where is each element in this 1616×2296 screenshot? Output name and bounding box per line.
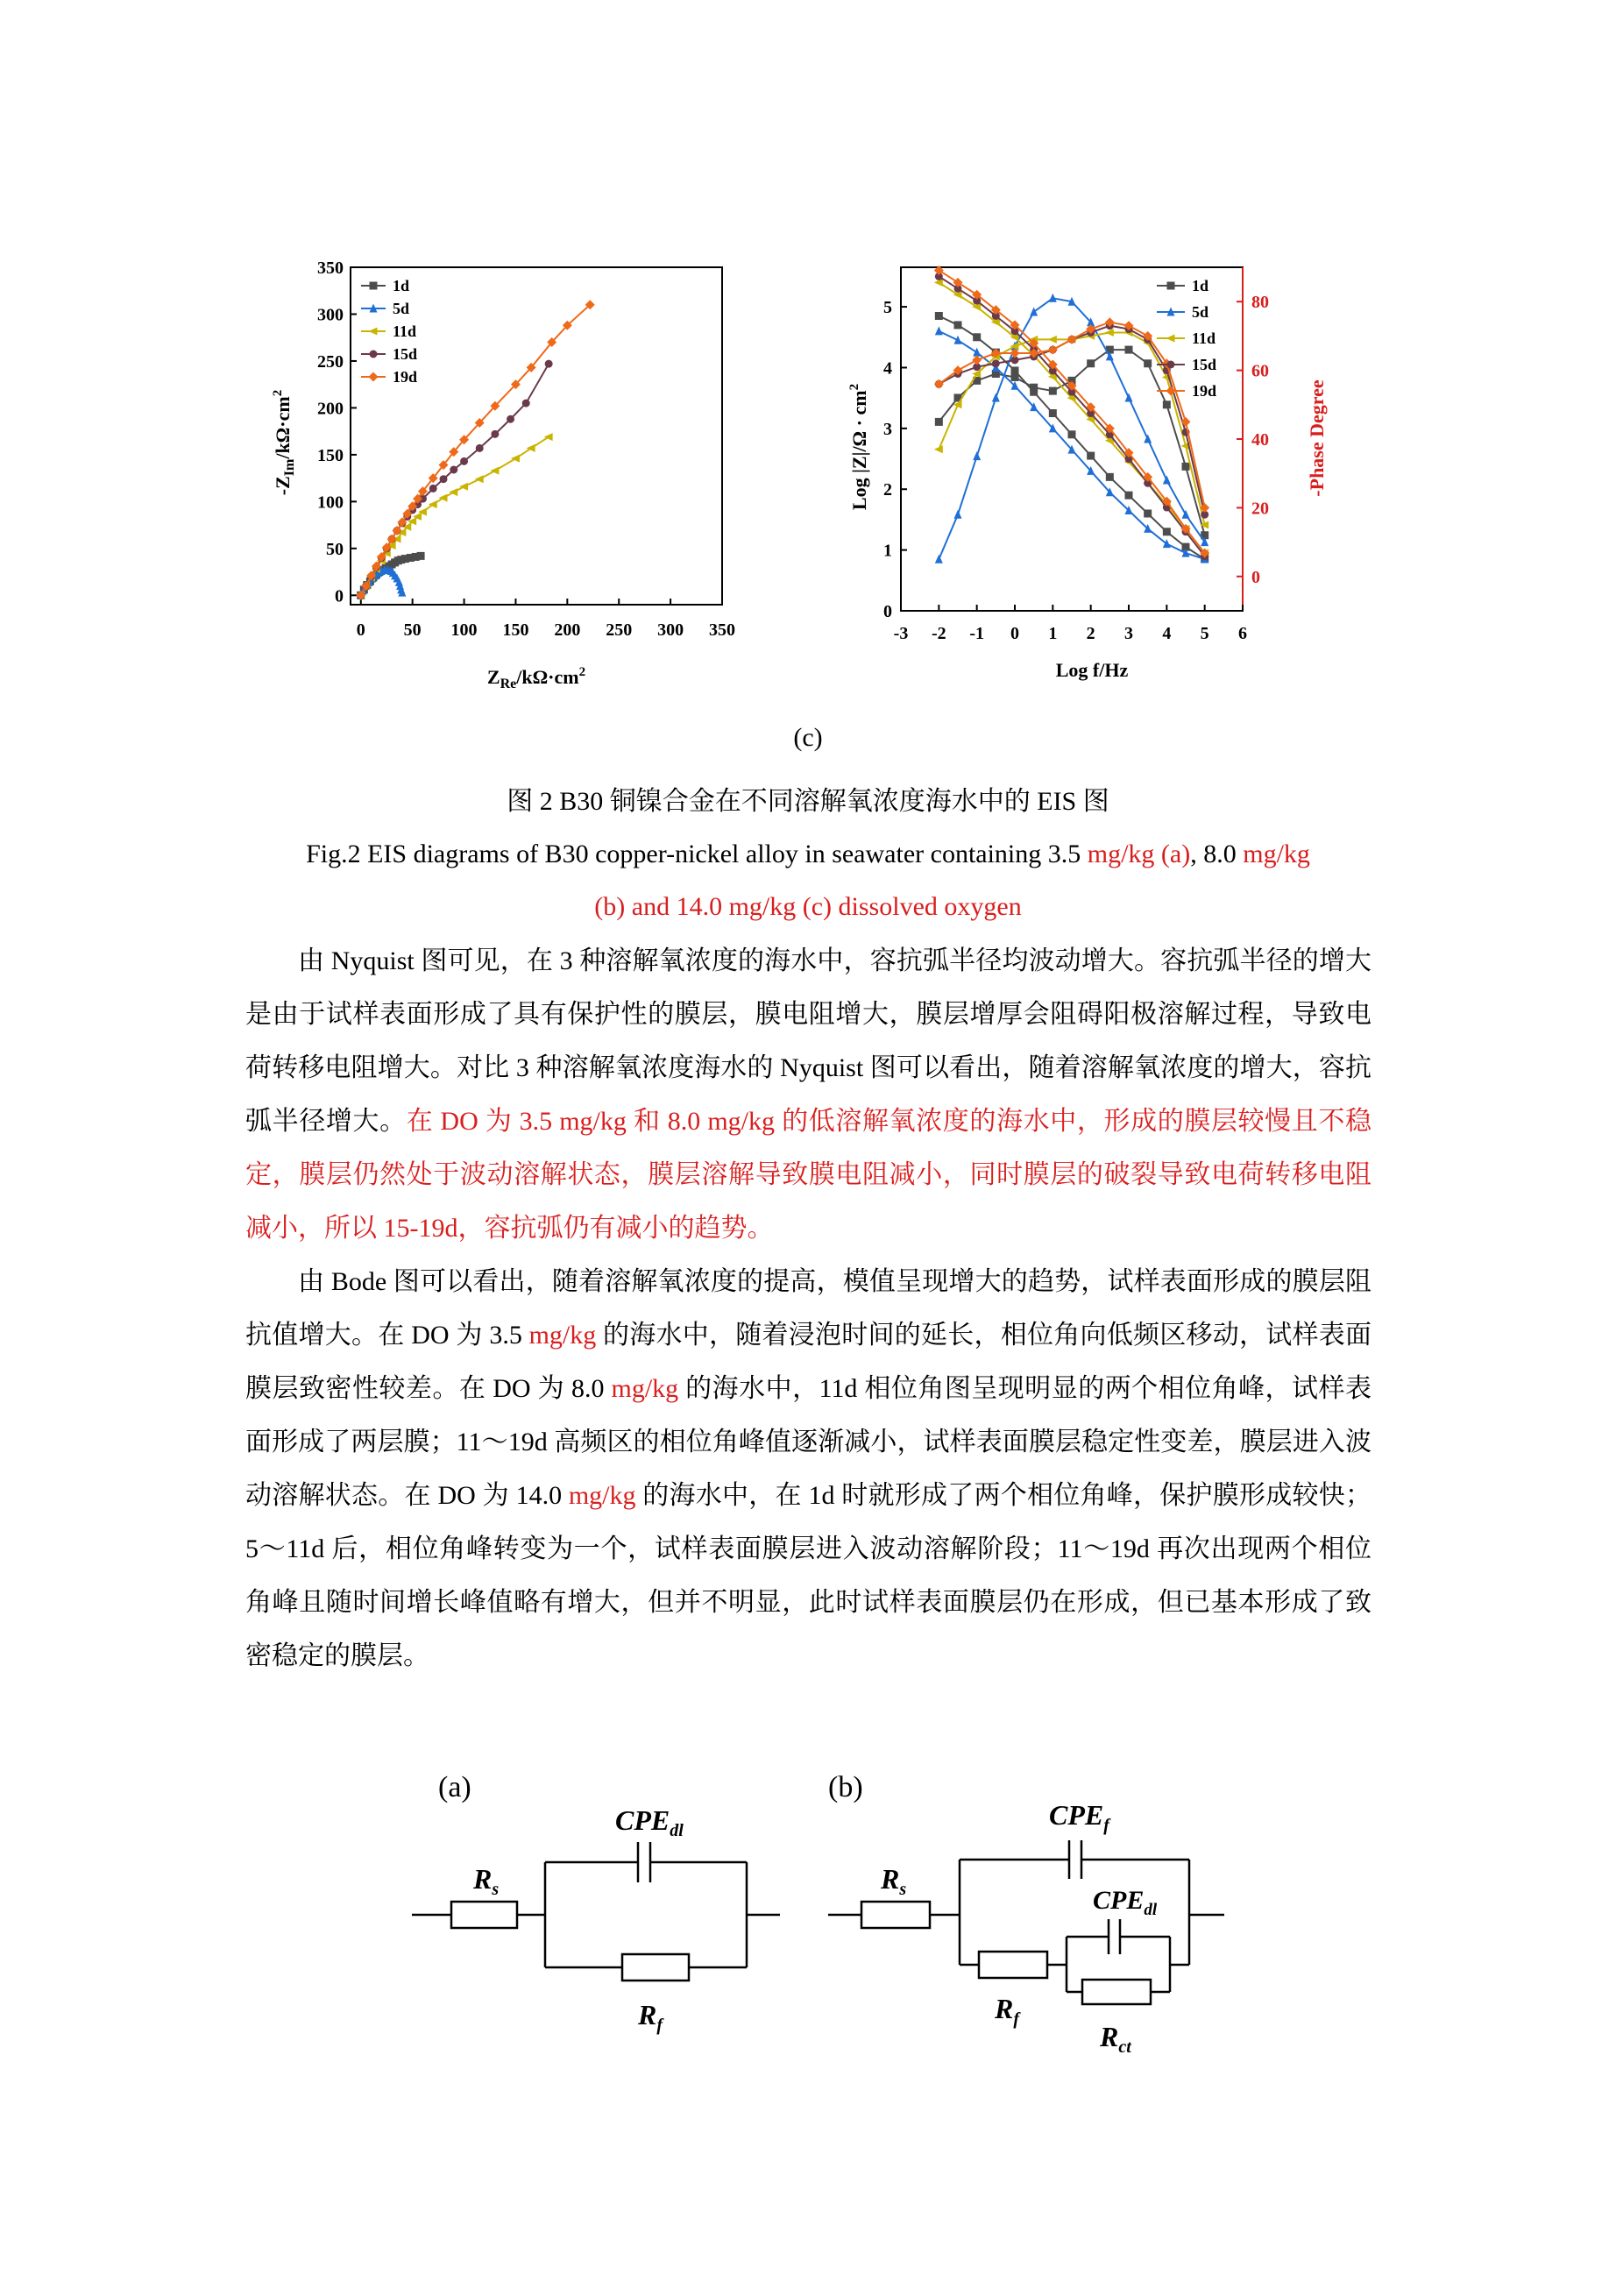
resistor-rf: [979, 1952, 1047, 1978]
bode-y2-tick-label: 20: [1251, 499, 1269, 519]
bode-legend-label-19d: 19d: [1192, 382, 1217, 400]
bode-logz-point-1d: [1068, 430, 1076, 438]
caption-en-unit-b: mg/kg: [1243, 840, 1310, 868]
bode-logz-point-1d: [954, 321, 962, 329]
nyquist-point-15d: [440, 475, 448, 483]
caption-en-line1: [0, 837, 1616, 872]
nyquist-x-axis-label: $Z_{Re}/k\Omega\cdot cm^2$: [486, 665, 586, 691]
nyquist-legend-marker-15d: [370, 351, 378, 358]
bode-phase-point-19d: [1048, 345, 1058, 355]
bode-chart: [841, 254, 1332, 710]
bode-phase-point-5d: [973, 451, 981, 460]
bode-phase-point-5d: [954, 510, 962, 519]
bode-phase-point-11d: [972, 370, 981, 378]
bode-logz-point-5d: [973, 348, 981, 357]
bode-x-tick-label: 2: [1086, 624, 1095, 643]
bode-phase-point-5d: [1163, 476, 1171, 485]
circuit-b-rct-label: $R_{ct}$: [1100, 2021, 1131, 2057]
circuit-b-label: (b): [828, 1771, 863, 1803]
nyquist-legend-marker-1d: [370, 282, 378, 290]
nyquist-point-15d: [507, 415, 514, 423]
circuit-b: [828, 1761, 1231, 2077]
bode-legend: [1157, 277, 1216, 400]
bode-y-tick-label: 1: [883, 541, 892, 561]
bode-phase-point-1d: [935, 418, 943, 426]
bode-x-tick-label: -2: [931, 624, 946, 643]
nyquist-y-tick-label: 200: [317, 399, 344, 419]
circuit-a-wires: [412, 1842, 780, 1981]
nyquist-y-axis-label: $-Z_{Im}/k\Omega\cdot cm^2$: [271, 389, 297, 496]
nyquist-y-tick-label: 100: [317, 493, 344, 513]
bode-phase-point-5d: [1144, 435, 1152, 443]
caption-en-line2: (b) and 14.0 mg/kg (c) dissolved oxygen: [594, 892, 1022, 921]
bode-series: [934, 266, 1209, 563]
bode-x-tick-label: 1: [1048, 624, 1058, 643]
bode-x-tick-label: -1: [969, 624, 985, 643]
bode-x-axis-label: Log f/Hz: [1055, 659, 1129, 681]
nyquist-point-15d: [450, 466, 457, 474]
bode-logz-point-1d: [1049, 409, 1057, 417]
bode-y-tick-label: 2: [883, 480, 892, 500]
nyquist-legend: [361, 277, 417, 386]
nyquist-x-tick-label: 350: [709, 620, 735, 640]
bode-y2-tick-label: 0: [1251, 567, 1260, 587]
bode-y-tick-label: 3: [883, 419, 892, 439]
nyquist-legend-label-1d: 1d: [393, 277, 410, 294]
bode-phase-point-1d: [1049, 387, 1057, 395]
nyquist-x-tick-label: 200: [554, 620, 581, 640]
bode-legend-label-1d: 1d: [1192, 277, 1209, 294]
nyquist-x-tick-label: 300: [657, 620, 684, 640]
bode-logz-point-1d: [1163, 528, 1171, 535]
bode-phase-point-5d: [1125, 393, 1133, 401]
nyquist-point-15d: [460, 457, 468, 465]
bode-legend-marker-15d: [1167, 361, 1175, 369]
bode-phase-point-1d: [1125, 346, 1133, 354]
nyquist-x-tick-label: 50: [403, 620, 422, 640]
nyquist-y-tick-label: 250: [317, 351, 344, 372]
nyquist-legend-marker-11d: [369, 328, 378, 336]
nyquist-legend-marker-19d: [369, 372, 379, 382]
bode-y-axis-label: Log $|Z|/\Omega \cdot cm^2$: [847, 383, 870, 511]
bode-logz-point-1d: [1106, 473, 1114, 481]
bode-y-tick-label: 4: [883, 358, 892, 379]
nyquist-legend-label-5d: 5d: [393, 300, 410, 317]
nyquist-point-11d: [475, 475, 484, 483]
nyquist-legend-label-19d: 19d: [393, 368, 418, 386]
bode-x-tick-label: 4: [1162, 624, 1172, 643]
nyquist-chart: [263, 254, 754, 710]
bode-phase-point-11d: [1048, 336, 1057, 344]
bode-y2-tick-label: 60: [1251, 361, 1269, 381]
circuit-b-cpedl-label: $CPE_{dl}$: [1093, 1886, 1158, 1919]
paragraph-nyquist-highlight: 在 DO 为 3.5 mg/kg 和 8.0 mg/kg 的低溶解氧浓度的海水中，形成的膜层较慢且不稳定，膜层仍然处于波动溶解状态，膜层溶解导致膜电阻减小，同时膜层的破裂导致电荷转移电阻减小，所以 15-19d，容抗弧仍有减小的趋势。: [245, 1107, 1372, 1243]
nyquist-point-15d: [476, 444, 484, 452]
bode-y2-tick-label: 80: [1251, 293, 1269, 313]
caption-en-text: Fig.2 EIS diagrams of B30 copper-nickel alloy in seawater containing 3.5: [306, 840, 1088, 868]
bode-phase-point-15d: [992, 359, 1000, 367]
bode-phase-point-5d: [1030, 307, 1038, 315]
circuit-a-rs-label: $R_s$: [473, 1863, 500, 1899]
bode-logz-point-1d: [935, 312, 943, 320]
bode-logz-line-15d: [939, 276, 1204, 556]
circuit-a-label: (a): [438, 1771, 471, 1803]
bode-legend-label-5d: 5d: [1192, 303, 1209, 321]
bode-y2-axis-label: -Phase Degree: [1306, 379, 1328, 497]
nyquist-y-tick-label: 350: [317, 259, 344, 278]
bode-legend-label-11d: 11d: [1192, 330, 1216, 347]
bode-legend-marker-11d: [1166, 335, 1175, 343]
nyquist-point-15d: [545, 360, 553, 368]
bode-x-tick-label: 0: [1010, 624, 1019, 643]
resistor-rs: [451, 1902, 517, 1928]
paragraph-bode: 由 Bode 图可以看出，随着溶解氧浓度的提高，模值呈现增大的趋势，试样表面形成的膜层阻抗值增大。在 DO 为 3.5 mg/kg 的海水中，随着浸泡时间的延长，相位角向低频区移动，试样表面膜层致密性较差。在 DO 为 8.0 mg/kg 的海水中，11d 相位角图呈现明显的两个相位角峰，试样表面形成了两层膜；11～19d 高频区的相位角峰值逐渐减小，试样表面膜层稳定性变差，膜层进入波动溶解状态。在 DO 为 14.0 mg/kg 的海水中，在 1d 时就形成了两个相位角峰，保护膜形成较快；5～11d 后，相位角峰转变为一个，试样表面膜层进入波动溶解阶段；11～19d 再次出现两个相位角峰且随时间增长峰值略有增大，但并不明显，此时试样表面膜层仍在形成，但已基本形成了致密稳定的膜层。: [245, 1267, 1371, 1670]
nyquist-legend-label-15d: 15d: [393, 345, 418, 363]
bode-logz-point-1d: [1087, 452, 1095, 460]
nyquist-y-tick-label: 0: [335, 586, 344, 606]
circuit-a: [412, 1761, 789, 2059]
caption-en-text-2: , 8.0: [1190, 840, 1244, 868]
bode-phase-point-5d: [935, 555, 943, 563]
resistor-rct: [1082, 1980, 1151, 2004]
bode-y-tick-label: 5: [883, 298, 892, 318]
circuit-b-rf-label: $R_f$: [995, 1993, 1020, 2029]
nyquist-y-tick-label: 300: [317, 305, 344, 325]
nyquist-legend-label-11d: 11d: [393, 322, 417, 340]
bode-logz-point-5d: [1163, 539, 1171, 548]
nyquist-y-tick-label: 150: [317, 445, 344, 465]
bode-x-tick-label: -3: [893, 624, 909, 643]
bode-phase-point-11d: [934, 445, 943, 453]
circuit-a-rf-label: $R_f$: [638, 1999, 663, 2035]
bode-phase-point-1d: [1087, 359, 1095, 367]
nyquist-x-tick-label: 250: [606, 620, 633, 640]
circuit-a-cpe-label: $CPE_{dl}$: [615, 1804, 684, 1840]
nyquist-plot-frame: [351, 267, 722, 605]
bode-x-tick-label: 3: [1124, 624, 1133, 643]
bode-phase-point-5d: [1049, 294, 1057, 302]
bode-logz-line-11d: [939, 282, 1204, 553]
circuit-b-rs-label: $R_s$: [881, 1863, 907, 1899]
circuit-b-cpef-label: $CPE_f$: [1049, 1799, 1109, 1835]
bode-x-tick-label: 6: [1238, 624, 1247, 643]
caption-en-unit-a: mg/kg (a): [1087, 840, 1191, 868]
nyquist-point-15d: [491, 430, 499, 438]
bode-phase-point-19d: [972, 355, 982, 365]
bode-phase-point-5d: [992, 393, 1000, 401]
bode-phase-point-1d: [1163, 400, 1171, 408]
bode-legend-marker-1d: [1167, 282, 1175, 290]
nyquist-x-tick-label: 100: [450, 620, 478, 640]
subfigure-label: (c): [793, 723, 823, 752]
nyquist-ticks: [317, 259, 735, 640]
caption-cn: 图 2 B30 铜镍合金在不同溶解氧浓度海水中的 EIS 图: [507, 787, 1109, 816]
bode-phase-point-1d: [1182, 463, 1190, 471]
nyquist-y-tick-label: 50: [326, 539, 344, 559]
bode-y-tick-label: 0: [883, 602, 892, 621]
nyquist-point-15d: [522, 400, 530, 407]
paragraph-nyquist-text: 由 Nyquist 图可见，在 3 种溶解氧浓度的海水中，容抗弧半径均波动增大。容抗弧半径的增大是由于试样表面形成了具有保护性的膜层，膜电阻增大，膜层增厚会阻碍阳极溶解过程，导致电荷转移电阻增大。对比 3 种溶解氧浓度海水的 Nyquist 图可以看出，随着溶解氧浓度的增大，容抗弧半径增大。: [245, 946, 1371, 1136]
bode-phase-point-1d: [1030, 384, 1038, 392]
bode-x-tick-label: 5: [1200, 624, 1209, 643]
bode-logz-point-1d: [1125, 492, 1133, 500]
nyquist-point-15d: [429, 485, 437, 493]
bode-legend-label-15d: 15d: [1192, 356, 1217, 373]
resistor-rf: [622, 1954, 689, 1981]
bode-y2-tick-label: 40: [1251, 430, 1269, 450]
bode-logz-point-5d: [935, 326, 943, 335]
nyquist-x-tick-label: 150: [502, 620, 529, 640]
nyquist-x-tick-label: 0: [356, 620, 365, 640]
nyquist-point-1d: [417, 552, 425, 560]
bode-logz-point-1d: [1144, 509, 1152, 517]
paragraph-nyquist: [245, 934, 1371, 1255]
bode-logz-point-1d: [973, 333, 981, 341]
resistor-rs: [861, 1902, 930, 1928]
bode-phase-point-1d: [1144, 359, 1152, 367]
bode-phase-point-1d: [1011, 373, 1019, 381]
bode-phase-point-11d: [1105, 329, 1114, 337]
